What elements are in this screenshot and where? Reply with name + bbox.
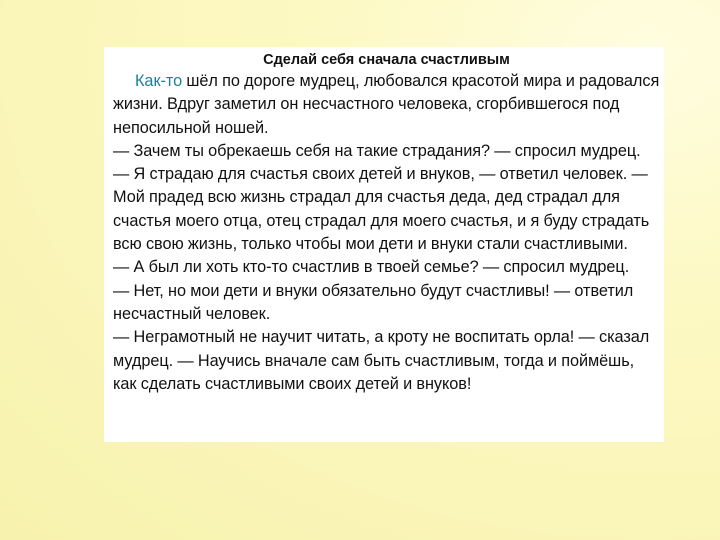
story-paragraph: — Неграмотный не научит читать, а кроту не воспитать орла! — сказал мудрец. — Научись вначале сам быть счастливым, тогда и поймёшь, как сделать счастливыми своих детей и внуков!: [113, 328, 650, 393]
story-title: Сделай себя сначала счастливым: [263, 52, 510, 68]
story-paragraph: — Я страдаю для счастья своих детей и внуков, — ответил человек. — Мой прадед всю жизнь страдал для счастья деда, дед страдал для счастья моего отца, отец страдал для моего счастья, и я буду страдать всю свою жизнь, только чтобы мои дети и внуки стали счастливыми.: [113, 165, 650, 254]
story-paragraph: — Зачем ты обрекаешь себя на такие страдания? — спросил мудрец.: [113, 141, 641, 160]
story-text-box: [104, 47, 664, 442]
story-paragraph: — Нет, но мои дети и внуки обязательно будут счастливы! — ответил несчастный человек.: [113, 281, 634, 323]
story-body: [113, 70, 660, 396]
story-lead-word: Как-то: [135, 72, 183, 90]
story-paragraph: — А был ли хоть кто-то счастлив в твоей семье? — спросил мудрец.: [113, 258, 630, 277]
story-paragraph: [113, 70, 660, 140]
story-paragraph-text: шёл по дороге мудрец, любовался красотой мира и радовался жизни. Вдруг заметил он несчастного человека, сгорбившегося под непосильной ношей.: [113, 72, 660, 137]
